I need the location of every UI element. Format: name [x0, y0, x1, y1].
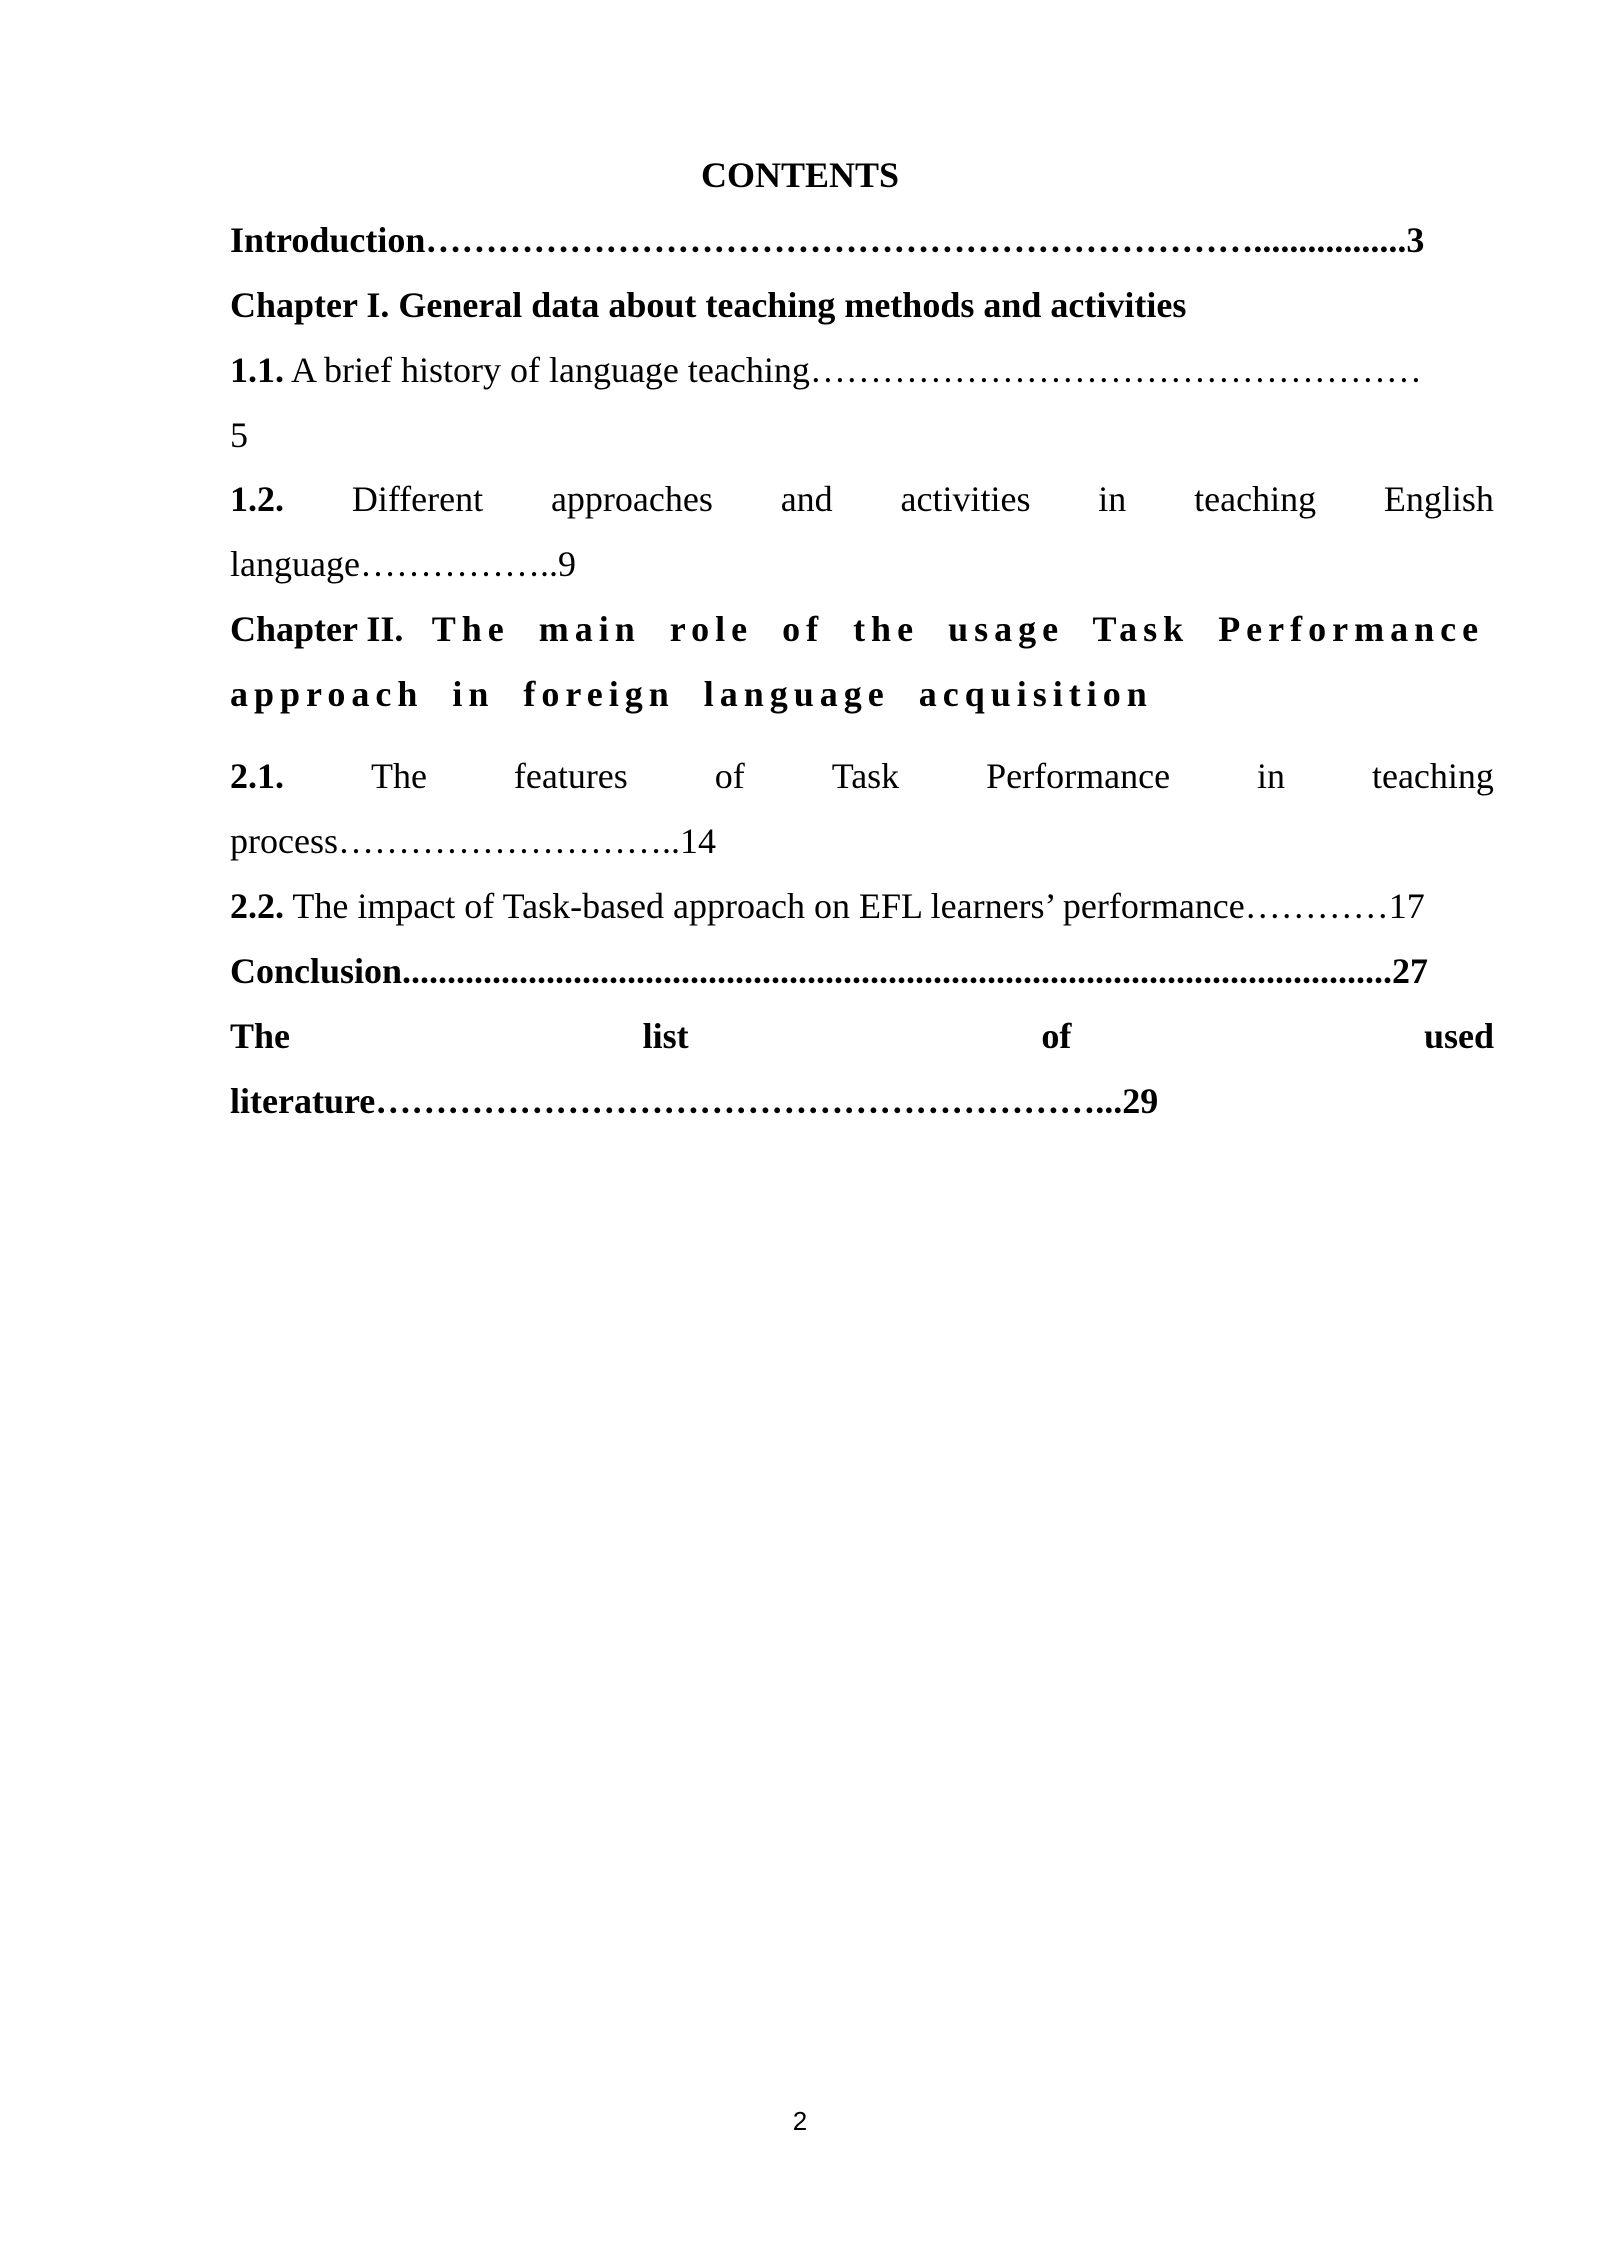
toc-word: Performance [1218, 609, 1485, 649]
toc-item-2-1-cont: process………………………..14 [230, 821, 716, 861]
toc-item-1-2 [230, 476, 1494, 522]
toc-item-text: A brief history of language teaching…………………………………………… [284, 350, 1422, 390]
toc-word: of [782, 609, 825, 649]
toc-word: approach [230, 674, 424, 714]
page-number: 2 [792, 2106, 808, 2136]
toc-word: of [1041, 1016, 1072, 1056]
toc-word: in [452, 674, 495, 714]
toc-word: acquisition [918, 674, 1153, 714]
toc-chapter-2-line-1 [230, 606, 1494, 652]
toc-item-number: 1.2. [230, 479, 284, 519]
toc-word: English [1383, 479, 1494, 519]
toc-item-1-1 [230, 347, 1494, 393]
toc-word: Task [1092, 609, 1190, 649]
toc-item-text: The impact of Task-based approach on EFL learners’ performance…………17 [284, 886, 1425, 926]
toc-word: role [669, 609, 754, 649]
toc-word: activities [900, 479, 1031, 519]
toc-word: teaching [1194, 479, 1317, 519]
toc-word: approaches [550, 479, 713, 519]
toc-item-1-1-page: 5 [230, 415, 248, 455]
toc-word: usage [948, 609, 1065, 649]
toc-conclusion: Conclusion..............................................................................................................27 [230, 951, 1429, 991]
toc-word: The [230, 1016, 291, 1056]
toc-word: Performance [986, 756, 1171, 796]
toc-item-2-2 [230, 883, 1494, 929]
toc-item-2-1 [230, 753, 1494, 799]
toc-literature-cont: literature……………………………………………………...29 [230, 1081, 1159, 1121]
toc-item-number: 1.1. [230, 350, 284, 390]
toc-word: Different [351, 479, 484, 519]
toc-word: features [513, 756, 628, 796]
toc-word: main [538, 609, 641, 649]
toc-word: list [642, 1016, 689, 1056]
toc-word: language [703, 674, 890, 714]
toc-word: Task [831, 756, 900, 796]
toc-chapter-2-line-2 [230, 671, 1494, 717]
toc-word: foreign [523, 674, 675, 714]
toc-word: of [714, 756, 745, 796]
toc-chapter-1: Chapter I. General data about teaching methods and activities [230, 285, 1187, 325]
toc-item-number: 2.1. [230, 756, 284, 796]
toc-word: and [780, 479, 833, 519]
toc-item-number: 2.2. [230, 886, 284, 926]
contents-heading: CONTENTS [700, 155, 900, 195]
toc-item-1-2-cont: language……………..9 [230, 544, 576, 584]
toc-word: the [853, 609, 920, 649]
toc-word: The [431, 609, 510, 649]
toc-word: in [1098, 479, 1127, 519]
toc-word: The [370, 756, 427, 796]
toc-word: Chapter II. [230, 609, 404, 649]
toc-word: used [1423, 1016, 1494, 1056]
toc-word: teaching [1371, 756, 1494, 796]
toc-introduction: Introduction…………………………………………………………….................3 [230, 220, 1425, 260]
toc-literature [230, 1013, 1494, 1059]
toc-word: in [1257, 756, 1286, 796]
